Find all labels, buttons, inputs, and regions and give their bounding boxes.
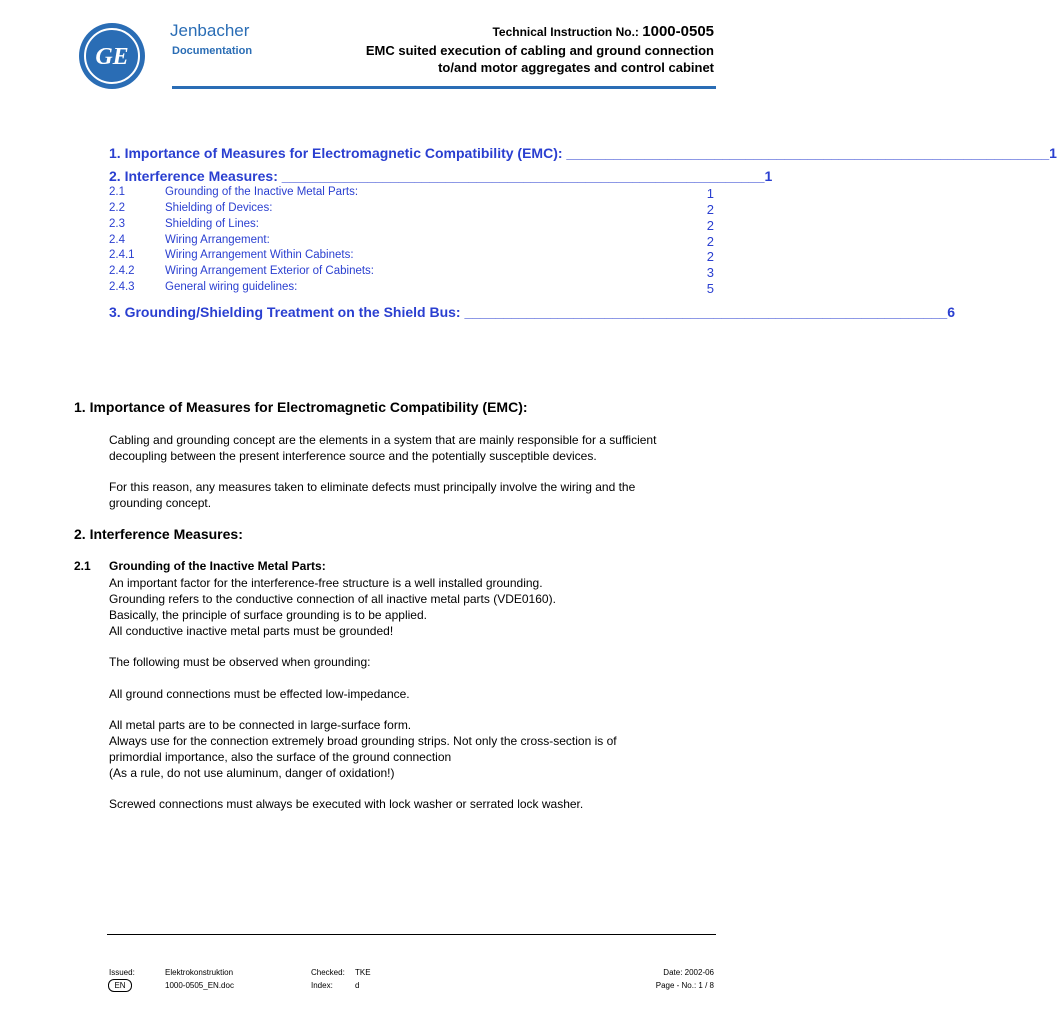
ge-logo xyxy=(78,22,146,90)
paragraph: The following must be observed when grounding: xyxy=(109,655,371,669)
ti-label: Technical Instruction No.: xyxy=(492,25,639,39)
toc-sub-title: General wiring guidelines: xyxy=(165,281,298,293)
toc-sub-title: Shielding of Lines: xyxy=(165,218,259,230)
toc-sub-page: 2 xyxy=(706,234,714,249)
footer-issued-value: Elektrokonstruktion xyxy=(165,968,234,977)
text-line: (As a rule, do not use aluminum, danger of oxidation!) xyxy=(109,766,395,780)
toc-sub-num: 2.4.2 xyxy=(109,265,135,277)
toc-sub-page: 2 xyxy=(706,218,714,233)
toc-entry-label: 1. Importance of Measures for Electromagnetic Compatibility (EMC): xyxy=(109,145,563,161)
toc-sub-num: 2.4.3 xyxy=(109,281,135,293)
footer-index-value: d xyxy=(355,981,360,990)
header-rule xyxy=(172,86,716,89)
text-line: All conductive inactive metal parts must be grounded! xyxy=(109,624,394,638)
toc-entry-1[interactable] xyxy=(109,145,1057,161)
footer-index-label: Index: xyxy=(311,981,333,990)
title-line-1: EMC suited execution of cabling and ground connection xyxy=(365,43,714,58)
text-line: Grounding refers to the conductive connection of all inactive metal parts (VDE0160). xyxy=(109,592,556,606)
toc-leader: ______________________________________________________________ xyxy=(460,304,948,320)
text-line: Basically, the principle of surface grounding is to be applied. xyxy=(109,608,427,622)
toc-sub-title: Grounding of the Inactive Metal Parts: xyxy=(165,186,359,198)
paragraph: Screwed connections must always be executed with lock washer or serrated lock washer. xyxy=(109,797,584,811)
brand-name: Jenbacher xyxy=(170,21,250,40)
subsection-number: 2.1 xyxy=(74,559,91,573)
toc-sub-page: 2 xyxy=(706,249,714,264)
paragraph xyxy=(109,479,709,511)
toc-entry-page: 6 xyxy=(947,304,956,320)
toc-entry-label: 2. Interference Measures: xyxy=(109,168,278,184)
text-line: For this reason, any measures taken to eliminate defects must principally involve the wiring and the xyxy=(109,480,636,494)
paragraph xyxy=(109,717,709,781)
text-line: grounding concept. xyxy=(109,496,212,510)
paragraph xyxy=(109,432,709,464)
toc-entry-2[interactable] xyxy=(109,168,773,184)
toc-sub-entry[interactable] xyxy=(109,234,714,249)
footer-page-number: Page - No.: 1 / 8 xyxy=(655,981,714,990)
toc-sub-entry[interactable] xyxy=(109,218,714,233)
document-title xyxy=(244,42,714,76)
toc-sub-num: 2.3 xyxy=(109,218,125,230)
toc-sub-num: 2.4 xyxy=(109,234,125,246)
ti-number: 1000-0505 xyxy=(642,23,714,40)
footer-filename: 1000-0505_EN.doc xyxy=(165,981,234,990)
footer-checked-label: Checked: xyxy=(311,968,345,977)
toc-sub-entry[interactable] xyxy=(109,265,714,280)
toc-sub-title: Wiring Arrangement Exterior of Cabinets: xyxy=(165,265,375,277)
toc-sub-entry[interactable] xyxy=(109,202,714,217)
technical-instruction-line xyxy=(492,23,714,40)
toc-sub-page: 3 xyxy=(706,265,714,280)
toc-sub-title: Wiring Arrangement Within Cabinets: xyxy=(165,249,354,261)
paragraph xyxy=(109,575,709,639)
title-line-2: to/and motor aggregates and control cabinet xyxy=(438,60,714,75)
text-line: An important factor for the interference-free structure is a well installed grounding. xyxy=(109,576,543,590)
language-badge: EN xyxy=(108,979,132,992)
paragraph: All ground connections must be effected low-impedance. xyxy=(109,687,410,701)
toc-entry-page: 1 xyxy=(764,168,773,184)
toc-entry-page: 1 xyxy=(1049,145,1057,161)
toc-sub-page: 2 xyxy=(706,202,714,217)
footer-date: Date: 2002-06 xyxy=(663,968,714,977)
brand-subtitle: Documentation xyxy=(172,45,253,57)
toc-sub-entry[interactable] xyxy=(109,186,714,201)
toc-sub-num: 2.2 xyxy=(109,202,125,214)
ge-logo-letters: GE xyxy=(95,44,129,70)
text-line: decoupling between the present interference source and the potentially susceptible devices. xyxy=(109,449,597,463)
text-line: primordial importance, also the surface of the ground connection xyxy=(109,750,452,764)
text-line: Always use for the connection extremely broad grounding strips. Not only the cross-section is of xyxy=(109,734,617,748)
footer-checked-value: TKE xyxy=(355,968,371,977)
section-heading-2: 2. Interference Measures: xyxy=(74,526,243,542)
footer-issued-label: Issued: xyxy=(109,968,135,977)
toc-sub-entry[interactable] xyxy=(109,281,714,296)
toc-sub-entry[interactable] xyxy=(109,249,714,264)
toc-sub-page: 1 xyxy=(706,186,714,201)
text-line: All metal parts are to be connected in large-surface form. xyxy=(109,718,412,732)
toc-sub-page: 5 xyxy=(706,281,714,296)
toc-sub-title: Shielding of Devices: xyxy=(165,202,273,214)
toc-sub-num: 2.1 xyxy=(109,186,125,198)
section-heading-1: 1. Importance of Measures for Electromagnetic Compatibility (EMC): xyxy=(74,399,528,415)
toc-leader: ______________________________________________________________ xyxy=(277,168,765,184)
toc-leader: ______________________________________________________________ xyxy=(562,145,1050,161)
toc-entry-label: 3. Grounding/Shielding Treatment on the Shield Bus: xyxy=(109,304,461,320)
subsection-title: Grounding of the Inactive Metal Parts: xyxy=(109,559,326,573)
footer-rule xyxy=(107,934,716,935)
toc-sub-num: 2.4.1 xyxy=(109,249,135,261)
text-line: Cabling and grounding concept are the elements in a system that are mainly responsible for a sufficient xyxy=(109,433,657,447)
toc-entry-3[interactable] xyxy=(109,304,956,320)
toc-sub-title: Wiring Arrangement: xyxy=(165,234,270,246)
